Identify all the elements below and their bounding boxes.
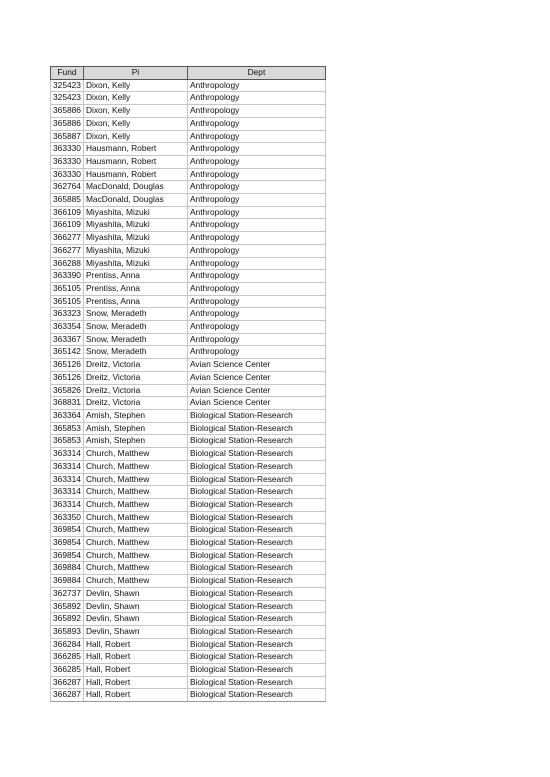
fund-cell: 365886 <box>51 117 84 130</box>
table-row <box>51 92 326 105</box>
fund-cell: 363350 <box>51 511 84 524</box>
dept-cell: Biological Station-Research <box>187 498 325 511</box>
table-row <box>51 448 326 461</box>
pi-cell: Hall, Robert <box>83 664 187 677</box>
pi-cell: Miyashita, Mizuki <box>83 257 187 270</box>
table-row <box>51 549 326 562</box>
pi-cell: Hausmann, Robert <box>83 143 187 156</box>
table-row <box>51 676 326 689</box>
pi-cell: Dreitz, Victoria <box>83 397 187 410</box>
table-row <box>51 194 326 207</box>
table-row <box>51 435 326 448</box>
dept-cell: Anthropology <box>187 105 325 118</box>
pi-cell: Church, Matthew <box>83 473 187 486</box>
dept-cell: Avian Science Center <box>187 384 325 397</box>
pi-cell: Church, Matthew <box>83 575 187 588</box>
table-row <box>51 638 326 651</box>
fund-cell: 366285 <box>51 651 84 664</box>
table-row <box>51 575 326 588</box>
dept-cell: Anthropology <box>187 143 325 156</box>
pi-cell: Dreitz, Victoria <box>83 384 187 397</box>
fund-cell: 365826 <box>51 384 84 397</box>
pi-cell: Dreitz, Victoria <box>83 371 187 384</box>
fund-cell: 363367 <box>51 333 84 346</box>
dept-cell: Anthropology <box>187 194 325 207</box>
fund-cell: 365887 <box>51 130 84 143</box>
pi-cell: Miyashita, Mizuki <box>83 219 187 232</box>
fund-cell: 363330 <box>51 168 84 181</box>
table-row <box>51 460 326 473</box>
dept-cell: Anthropology <box>187 232 325 245</box>
fund-cell: 363314 <box>51 498 84 511</box>
fund-cell: 366109 <box>51 206 84 219</box>
table-row <box>51 524 326 537</box>
pi-cell: Church, Matthew <box>83 460 187 473</box>
table-row <box>51 613 326 626</box>
pi-cell: Church, Matthew <box>83 524 187 537</box>
fund-cell: 365105 <box>51 295 84 308</box>
dept-cell: Anthropology <box>187 295 325 308</box>
dept-cell: Biological Station-Research <box>187 549 325 562</box>
dept-cell: Anthropology <box>187 155 325 168</box>
pi-cell: Prentiss, Anna <box>83 295 187 308</box>
table-row <box>51 79 326 92</box>
dept-cell: Biological Station-Research <box>187 460 325 473</box>
table-row <box>51 219 326 232</box>
table-row <box>51 117 326 130</box>
fund-cell: 366277 <box>51 232 84 245</box>
table-row <box>51 257 326 270</box>
fund-cell: 369884 <box>51 575 84 588</box>
table-row <box>51 130 326 143</box>
table-row <box>51 397 326 410</box>
table-row <box>51 308 326 321</box>
dept-cell: Biological Station-Research <box>187 664 325 677</box>
table-row <box>51 511 326 524</box>
dept-cell: Biological Station-Research <box>187 676 325 689</box>
table-row <box>51 689 326 702</box>
table-row <box>51 422 326 435</box>
fund-cell: 365853 <box>51 422 84 435</box>
pi-cell: Hall, Robert <box>83 676 187 689</box>
pi-cell: Miyashita, Mizuki <box>83 244 187 257</box>
pi-cell: Dixon, Kelly <box>83 130 187 143</box>
dept-cell: Anthropology <box>187 282 325 295</box>
fund-cell: 362764 <box>51 181 84 194</box>
pi-cell: Hall, Robert <box>83 651 187 664</box>
pi-cell: Dixon, Kelly <box>83 92 187 105</box>
pi-cell: Dixon, Kelly <box>83 79 187 92</box>
dept-cell: Biological Station-Research <box>187 625 325 638</box>
pi-cell: MacDonald, Douglas <box>83 194 187 207</box>
pi-cell: Prentiss, Anna <box>83 282 187 295</box>
dept-cell: Biological Station-Research <box>187 409 325 422</box>
dept-cell: Biological Station-Research <box>187 613 325 626</box>
fund-cell: 363390 <box>51 270 84 283</box>
fund-cell: 363314 <box>51 448 84 461</box>
fund-cell: 365893 <box>51 625 84 638</box>
table-row <box>51 486 326 499</box>
fund-cell: 365886 <box>51 105 84 118</box>
fund-cell: 365892 <box>51 600 84 613</box>
pi-cell: Miyashita, Mizuki <box>83 206 187 219</box>
table-row <box>51 155 326 168</box>
dept-cell: Anthropology <box>187 130 325 143</box>
table-row <box>51 333 326 346</box>
table-body <box>51 79 326 701</box>
dept-cell: Biological Station-Research <box>187 511 325 524</box>
dept-cell: Biological Station-Research <box>187 638 325 651</box>
table-row <box>51 587 326 600</box>
table-row <box>51 359 326 372</box>
pi-cell: Hall, Robert <box>83 638 187 651</box>
dept-cell: Biological Station-Research <box>187 575 325 588</box>
dept-cell: Anthropology <box>187 117 325 130</box>
dept-cell: Anthropology <box>187 308 325 321</box>
table-row <box>51 409 326 422</box>
dept-cell: Biological Station-Research <box>187 651 325 664</box>
table-row <box>51 321 326 334</box>
pi-cell: Devlin, Shawn <box>83 587 187 600</box>
fund-cell: 366287 <box>51 676 84 689</box>
fund-cell: 363330 <box>51 143 84 156</box>
dept-cell: Avian Science Center <box>187 359 325 372</box>
table-row <box>51 346 326 359</box>
fund-cell: 363314 <box>51 460 84 473</box>
pi-cell: Church, Matthew <box>83 498 187 511</box>
dept-cell: Biological Station-Research <box>187 689 325 702</box>
dept-cell: Biological Station-Research <box>187 587 325 600</box>
pi-cell: Church, Matthew <box>83 486 187 499</box>
table-row <box>51 384 326 397</box>
fund-cell: 363354 <box>51 321 84 334</box>
column-header-pi: Pi <box>83 67 187 80</box>
pi-cell: Hausmann, Robert <box>83 168 187 181</box>
pi-cell: Snow, Meradeth <box>83 333 187 346</box>
fund-cell: 366109 <box>51 219 84 232</box>
pi-cell: MacDonald, Douglas <box>83 181 187 194</box>
pi-cell: Dixon, Kelly <box>83 105 187 118</box>
dept-cell: Biological Station-Research <box>187 562 325 575</box>
dept-cell: Biological Station-Research <box>187 448 325 461</box>
dept-cell: Biological Station-Research <box>187 473 325 486</box>
fund-cell: 366288 <box>51 257 84 270</box>
table-row <box>51 651 326 664</box>
pi-cell: Devlin, Shawn <box>83 625 187 638</box>
fund-cell: 363364 <box>51 409 84 422</box>
dept-cell: Anthropology <box>187 257 325 270</box>
table-row <box>51 664 326 677</box>
dept-cell: Biological Station-Research <box>187 422 325 435</box>
fund-cell: 363314 <box>51 473 84 486</box>
fund-cell: 365853 <box>51 435 84 448</box>
table-row <box>51 232 326 245</box>
table-row <box>51 537 326 550</box>
fund-cell: 366277 <box>51 244 84 257</box>
pi-cell: Church, Matthew <box>83 537 187 550</box>
fund-cell: 365126 <box>51 371 84 384</box>
funding-table <box>50 66 326 702</box>
pi-cell: Hausmann, Robert <box>83 155 187 168</box>
dept-cell: Anthropology <box>187 321 325 334</box>
table-row <box>51 295 326 308</box>
pi-cell: Amish, Stephen <box>83 435 187 448</box>
pi-cell: Church, Matthew <box>83 448 187 461</box>
dept-cell: Anthropology <box>187 92 325 105</box>
dept-cell: Anthropology <box>187 79 325 92</box>
fund-cell: 366287 <box>51 689 84 702</box>
pi-cell: Dixon, Kelly <box>83 117 187 130</box>
fund-cell: 363323 <box>51 308 84 321</box>
fund-cell: 368831 <box>51 397 84 410</box>
fund-cell: 369884 <box>51 562 84 575</box>
dept-cell: Avian Science Center <box>187 397 325 410</box>
dept-cell: Anthropology <box>187 244 325 257</box>
header-row <box>51 67 326 80</box>
column-header-fund: Fund <box>51 67 84 80</box>
pi-cell: Devlin, Shawn <box>83 613 187 626</box>
dept-cell: Biological Station-Research <box>187 486 325 499</box>
table-row <box>51 625 326 638</box>
dept-cell: Anthropology <box>187 333 325 346</box>
table-row <box>51 600 326 613</box>
table-row <box>51 562 326 575</box>
pi-cell: Church, Matthew <box>83 511 187 524</box>
fund-cell: 363330 <box>51 155 84 168</box>
fund-cell: 365885 <box>51 194 84 207</box>
dept-cell: Biological Station-Research <box>187 537 325 550</box>
dept-cell: Avian Science Center <box>187 371 325 384</box>
pi-cell: Church, Matthew <box>83 562 187 575</box>
fund-cell: 363314 <box>51 486 84 499</box>
fund-cell: 365105 <box>51 282 84 295</box>
table-row <box>51 282 326 295</box>
pi-cell: Dreitz, Victoria <box>83 359 187 372</box>
fund-cell: 369854 <box>51 549 84 562</box>
table-row <box>51 473 326 486</box>
table-row <box>51 206 326 219</box>
table-row <box>51 244 326 257</box>
pi-cell: Hall, Robert <box>83 689 187 702</box>
pi-cell: Amish, Stephen <box>83 422 187 435</box>
dept-cell: Biological Station-Research <box>187 524 325 537</box>
dept-cell: Anthropology <box>187 206 325 219</box>
fund-cell: 325423 <box>51 92 84 105</box>
dept-cell: Anthropology <box>187 181 325 194</box>
table-row <box>51 105 326 118</box>
pi-cell: Church, Matthew <box>83 549 187 562</box>
dept-cell: Biological Station-Research <box>187 435 325 448</box>
pi-cell: Prentiss, Anna <box>83 270 187 283</box>
fund-cell: 369854 <box>51 537 84 550</box>
table-row <box>51 181 326 194</box>
pi-cell: Amish, Stephen <box>83 409 187 422</box>
table-row <box>51 498 326 511</box>
pi-cell: Snow, Meradeth <box>83 308 187 321</box>
dept-cell: Anthropology <box>187 219 325 232</box>
table-row <box>51 143 326 156</box>
pi-cell: Snow, Meradeth <box>83 346 187 359</box>
fund-cell: 366285 <box>51 664 84 677</box>
dept-cell: Anthropology <box>187 270 325 283</box>
dept-cell: Anthropology <box>187 346 325 359</box>
fund-cell: 365142 <box>51 346 84 359</box>
fund-cell: 325423 <box>51 79 84 92</box>
pi-cell: Miyashita, Mizuki <box>83 232 187 245</box>
fund-cell: 365126 <box>51 359 84 372</box>
column-header-dept: Dept <box>187 67 325 80</box>
table-row <box>51 168 326 181</box>
dept-cell: Anthropology <box>187 168 325 181</box>
dept-cell: Biological Station-Research <box>187 600 325 613</box>
pi-cell: Snow, Meradeth <box>83 321 187 334</box>
fund-cell: 366284 <box>51 638 84 651</box>
fund-cell: 365892 <box>51 613 84 626</box>
fund-cell: 369854 <box>51 524 84 537</box>
fund-cell: 362737 <box>51 587 84 600</box>
pi-cell: Devlin, Shawn <box>83 600 187 613</box>
table-row <box>51 270 326 283</box>
table-row <box>51 371 326 384</box>
